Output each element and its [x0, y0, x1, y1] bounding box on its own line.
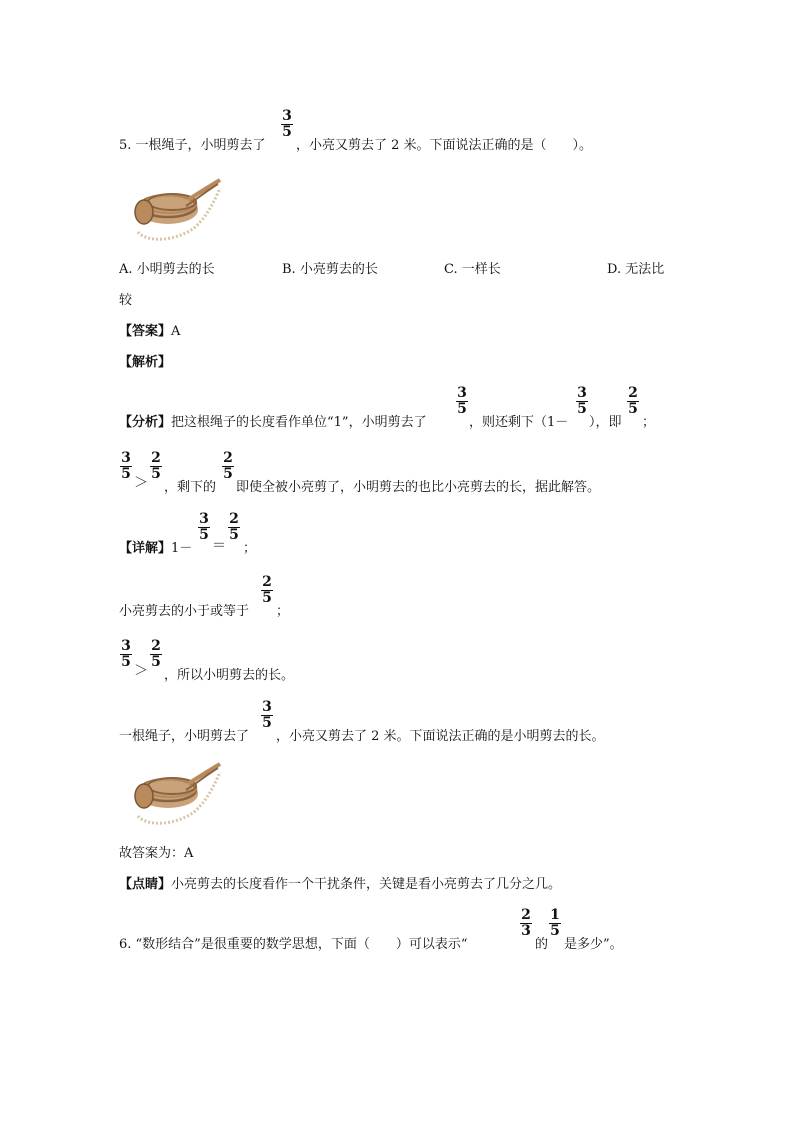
fenxi-fraction-2: $\frac{3}{5}$: [577, 385, 587, 417]
fenxi2-text1: ，剩下的: [164, 480, 217, 495]
xiangjie-eq: ＝: [212, 538, 226, 554]
rope-image-2: [128, 756, 228, 826]
xiangjie-one-minus: 1－: [171, 541, 193, 556]
answer-label: 【答案】: [119, 324, 172, 339]
xiangjie-fraction-1: $\frac{3}{5}$: [199, 511, 209, 543]
rope-image: [128, 172, 228, 242]
fenxi-fraction-1: $\frac{3}{5}$: [457, 385, 467, 417]
answer-line: [119, 320, 180, 339]
dianjing-label: 【点睛】: [119, 877, 172, 892]
option-d-wrap: 较: [119, 293, 133, 308]
fenxi2-gt: ＞: [134, 475, 148, 491]
fenxi-text1: 把这根绳子的长度看作单位“1”，小明剪去了: [171, 415, 427, 430]
xiangjie-line2-text: 小亮剪去的小于或等于: [119, 604, 250, 619]
q5-text-part2: ，小亮又剪去了 2 米。下面说法正确的是（ ）。: [296, 138, 593, 153]
jiexi-label: 【解析】: [119, 355, 172, 370]
fenxi-line1: [119, 411, 427, 430]
option-c: C. 一样长: [444, 262, 501, 277]
xiangjie3-text: ，所以小明剪去的长。: [164, 668, 295, 683]
q6-part2: 是多少”。: [564, 937, 623, 952]
xiangjie3-gt: ＞: [134, 663, 148, 679]
xiangjie-end: ；: [243, 541, 257, 556]
question-6: 6. “数形结合”是很重要的数学思想，下面（ ）可以表示“: [119, 937, 468, 952]
xiangjie4-part1: 一根绳子，小明剪去了: [119, 729, 250, 744]
q6-mid: 的: [535, 937, 549, 952]
q5-text-part1: 5. 一根绳子，小明剪去了: [119, 138, 266, 153]
final-value: A: [184, 846, 194, 861]
fenxi2-fraction-1: $\frac{3}{5}$: [121, 450, 131, 482]
fenxi-label: 【分析】: [119, 415, 172, 430]
fenxi-text2: ，则还剩下（1－: [469, 415, 569, 430]
answer-value: A: [171, 324, 181, 339]
xiangjie-line2-end: ；: [276, 604, 290, 619]
final-label: 故答案为：: [119, 846, 185, 861]
q5-fraction: $\frac{3}{5}$: [282, 108, 292, 140]
xiangjie4-part2: ，小亮又剪去了 2 米。下面说法正确的是小明剪去的长。: [276, 729, 605, 744]
xiangjie4-fraction: $\frac{3}{5}$: [262, 699, 272, 731]
xiangjie-fraction-2: $\frac{2}{5}$: [229, 511, 239, 543]
option-d: D. 无法比: [607, 262, 665, 277]
fenxi2-text2: 即使全被小亮剪了，小明剪去的也比小亮剪去的长，据此解答。: [236, 480, 601, 495]
dianjing-text: 小亮剪去的长度看作一个干扰条件，关键是看小亮剪去了几分之几。: [171, 877, 562, 892]
question-5: [119, 134, 266, 153]
xiangjie-line1: [119, 537, 192, 556]
q6-fraction-2: $\frac{1}{5}$: [550, 907, 560, 939]
dianjing-line: [119, 873, 561, 892]
xiangjie-line2-fraction: $\frac{2}{5}$: [262, 574, 272, 606]
xiangjie3-fraction-2: $\frac{2}{5}$: [151, 638, 161, 670]
fenxi-fraction-3: $\frac{2}{5}$: [628, 385, 638, 417]
fenxi2-fraction-3: $\frac{2}{5}$: [223, 450, 233, 482]
fenxi-text3: ），即: [589, 415, 622, 430]
q6-fraction-1: $\frac{2}{3}$: [521, 907, 531, 939]
fenxi2-fraction-2: $\frac{2}{5}$: [151, 450, 161, 482]
option-a: A. 小明剪去的长: [119, 262, 215, 277]
xiangjie-label: 【详解】: [119, 541, 172, 556]
xiangjie3-fraction-1: $\frac{3}{5}$: [121, 638, 131, 670]
fenxi-text4: ；: [642, 415, 656, 430]
option-b: B. 小亮剪去的长: [282, 262, 378, 277]
final-answer: [119, 842, 193, 861]
